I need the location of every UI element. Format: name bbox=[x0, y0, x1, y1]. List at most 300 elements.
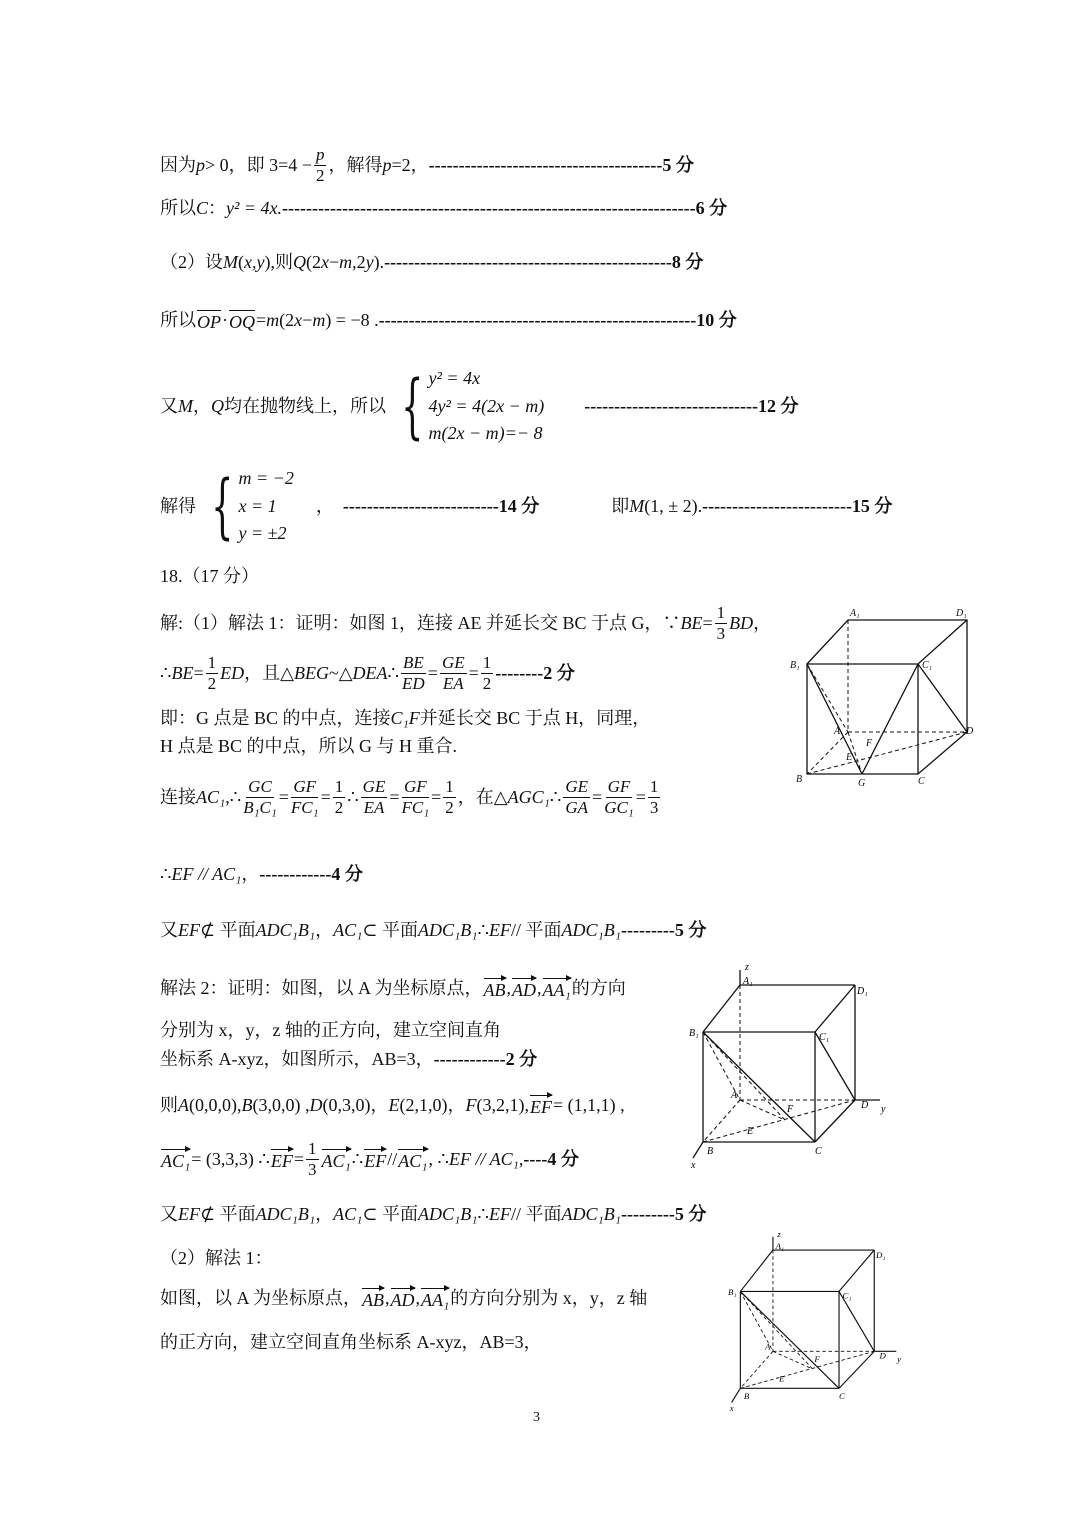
label-C: C bbox=[918, 776, 925, 787]
denominator: FC₁ bbox=[290, 797, 319, 817]
text: , bbox=[537, 978, 542, 998]
text: − bbox=[328, 252, 340, 272]
vector: EF bbox=[530, 1093, 552, 1119]
math-text: x,y bbox=[244, 252, 265, 272]
score-marker: ---------5 分 bbox=[620, 920, 707, 940]
denominator: 2 bbox=[207, 673, 217, 693]
text: 则 bbox=[160, 1095, 178, 1115]
math-text: M bbox=[629, 495, 645, 516]
numerator: GE bbox=[362, 777, 386, 796]
denominator: 3 bbox=[716, 623, 726, 643]
score-marker: ---------------------------------------5 分 bbox=[428, 154, 694, 175]
text: 又 bbox=[160, 395, 178, 416]
text: = bbox=[427, 662, 438, 683]
text: = bbox=[389, 786, 400, 807]
text: ∴ bbox=[347, 786, 359, 807]
score-marker: ------------2 分 bbox=[433, 1049, 538, 1069]
math-text: C bbox=[196, 198, 209, 218]
text: ， bbox=[241, 864, 260, 884]
math-text: ADC₁B₁ bbox=[561, 920, 621, 940]
text: ⊂ 平面 bbox=[362, 1204, 418, 1224]
text: > 0，即 3=4 − bbox=[205, 154, 312, 175]
math-text: EF bbox=[488, 920, 511, 940]
vector: AC₁ bbox=[161, 1147, 190, 1173]
label-A1: A₁ bbox=[743, 976, 753, 987]
math-text: ADC₁B₁ bbox=[255, 1204, 316, 1224]
text: (3,0,0) , bbox=[252, 1095, 310, 1115]
cube-edge bbox=[703, 985, 740, 1032]
text: ， bbox=[315, 920, 334, 940]
text: ,∴ bbox=[225, 786, 242, 807]
text: (0,0,0), bbox=[189, 1095, 242, 1115]
text-line bbox=[160, 308, 737, 334]
score-marker: --------------------------14 分 bbox=[342, 495, 540, 516]
text: ⊄ 平面 bbox=[200, 1204, 256, 1224]
label-y: y bbox=[881, 1104, 886, 1115]
text: ∴ bbox=[387, 662, 399, 683]
hidden-edge bbox=[740, 1100, 785, 1120]
denominator: 2 bbox=[445, 797, 454, 817]
text: // bbox=[387, 1148, 398, 1169]
math-text: ADC₁B₁ bbox=[417, 1204, 478, 1224]
text: 均在抛物线上，所以 bbox=[224, 395, 386, 416]
fraction bbox=[402, 778, 430, 817]
numerator: 1 bbox=[308, 1139, 317, 1158]
text: // 平面 bbox=[510, 1204, 562, 1224]
label-C: C bbox=[815, 1146, 822, 1157]
fraction bbox=[314, 146, 327, 185]
text: = bbox=[278, 786, 289, 807]
text-line bbox=[160, 146, 694, 185]
label-y: y bbox=[897, 1353, 902, 1364]
fraction bbox=[481, 654, 494, 693]
text: 解得 bbox=[160, 495, 196, 516]
hidden-edge bbox=[703, 1032, 785, 1120]
math-text: m bbox=[339, 252, 353, 272]
text: ： bbox=[208, 198, 227, 218]
label-E: E bbox=[747, 1126, 754, 1137]
text-line bbox=[160, 736, 457, 758]
vector: AD bbox=[391, 1286, 415, 1312]
text: = bbox=[635, 786, 646, 807]
text: ),则 bbox=[264, 252, 293, 272]
numerator: 1 bbox=[207, 653, 217, 672]
vector: AB bbox=[362, 1286, 384, 1312]
math-text: p bbox=[382, 154, 392, 175]
equation-system bbox=[200, 465, 294, 548]
text-line bbox=[160, 1248, 273, 1270]
label-C: C bbox=[839, 1390, 845, 1401]
text: ⊂ 平面 bbox=[362, 920, 418, 940]
numerator: 1 bbox=[334, 777, 344, 796]
text: ). bbox=[373, 252, 385, 272]
label-C1: C₁ bbox=[842, 1290, 852, 1301]
denominator: 2 bbox=[482, 673, 492, 693]
text-line bbox=[160, 1049, 537, 1071]
text: ∴ bbox=[351, 1148, 364, 1169]
vector: AB bbox=[484, 976, 506, 1002]
label-B: B bbox=[796, 774, 803, 785]
numerator: GF bbox=[403, 777, 427, 796]
cube-edge bbox=[732, 1388, 741, 1402]
page-number: 3 bbox=[533, 1410, 540, 1425]
math-text: Q bbox=[211, 395, 224, 416]
brace: { bbox=[401, 365, 424, 448]
cube-figure-3 bbox=[722, 1228, 912, 1413]
text: 的正方向，建立空间直角坐标系 A-xyz，AB=3， bbox=[160, 1332, 542, 1352]
text: ∴ bbox=[477, 1204, 489, 1224]
hidden-edge bbox=[773, 1351, 813, 1369]
math-text: x bbox=[320, 252, 329, 272]
label-F: F bbox=[787, 1104, 794, 1115]
fraction bbox=[401, 654, 426, 693]
denominator: FC₁ bbox=[401, 797, 430, 817]
vector: AD bbox=[512, 976, 536, 1002]
text: , bbox=[415, 1288, 421, 1308]
math-text: EF // AC₁ bbox=[171, 864, 242, 884]
text: ， bbox=[753, 612, 772, 633]
text: = bbox=[431, 786, 442, 807]
text: (0,3,0)， bbox=[322, 1095, 389, 1115]
label-F: F bbox=[866, 738, 873, 749]
text: (2,1,0)， bbox=[399, 1095, 466, 1115]
text: (1, ± 2). bbox=[644, 495, 703, 516]
label-B: B bbox=[743, 1390, 750, 1401]
math-text: DEA bbox=[352, 662, 388, 683]
numerator: GE bbox=[441, 653, 465, 672]
numerator: p bbox=[315, 145, 325, 164]
math-text: F bbox=[465, 1095, 477, 1115]
text: = bbox=[293, 1148, 305, 1169]
math-text: EF bbox=[488, 1204, 511, 1224]
system-row: y² = 4x bbox=[428, 368, 481, 388]
vector: AC₁ bbox=[322, 1147, 351, 1173]
score-marker: ---------5 分 bbox=[620, 1204, 707, 1224]
text: 因为 bbox=[160, 154, 196, 175]
label-A1: A₁ bbox=[775, 1241, 785, 1252]
equation-system bbox=[390, 365, 545, 448]
text: ， bbox=[193, 395, 211, 416]
label-A: A bbox=[834, 726, 841, 737]
cube-edge bbox=[703, 1032, 815, 1142]
math-text: M bbox=[223, 252, 238, 272]
text-line bbox=[160, 365, 799, 448]
text: 所以 bbox=[160, 198, 196, 218]
label-D1: D₁ bbox=[956, 608, 967, 619]
text: = bbox=[468, 662, 479, 683]
hidden-edge bbox=[703, 1100, 740, 1142]
math-text: BE bbox=[171, 662, 194, 683]
math-text: AGC₁ bbox=[507, 786, 550, 807]
math-text: AC₁ bbox=[196, 786, 226, 807]
math-text: ADC₁B₁ bbox=[561, 1204, 621, 1224]
system-rows bbox=[239, 468, 294, 545]
text: ∴ bbox=[549, 786, 562, 807]
math-text: ADC₁B₁ bbox=[417, 920, 478, 940]
label-D: D bbox=[879, 1350, 886, 1361]
text: （2）解法 1： bbox=[160, 1248, 273, 1268]
text: 18.（17 分） bbox=[160, 566, 259, 586]
math-text: y² = 4x. bbox=[226, 198, 283, 218]
cube-figure-2 bbox=[685, 960, 895, 1170]
text: 又 bbox=[160, 920, 178, 940]
math-text: BE bbox=[680, 612, 703, 633]
label-F: F bbox=[814, 1353, 820, 1364]
label-z: z bbox=[777, 1228, 781, 1239]
vector: EF bbox=[364, 1147, 386, 1173]
system-row: m = −2 bbox=[238, 468, 294, 488]
cube-edge bbox=[740, 1250, 773, 1291]
system-row: m(2x − m)=− 8 bbox=[428, 423, 543, 444]
label-A1: A₁ bbox=[850, 608, 860, 619]
text: ) = −8 . bbox=[325, 310, 379, 330]
cube-edge bbox=[839, 1351, 874, 1388]
system-row: x = 1 bbox=[238, 495, 277, 516]
text: − bbox=[302, 310, 313, 330]
text: ，在△ bbox=[457, 786, 508, 807]
text-line bbox=[160, 1093, 625, 1119]
numerator: BE bbox=[403, 653, 424, 672]
label-D1: D₁ bbox=[876, 1249, 886, 1260]
text: = bbox=[702, 612, 713, 633]
text-line bbox=[160, 1286, 647, 1312]
text: ∴ bbox=[160, 662, 172, 683]
text: , ∴ bbox=[428, 1148, 449, 1169]
cube-edge bbox=[693, 1142, 703, 1158]
fraction bbox=[648, 778, 661, 817]
system-row: 4y² = 4(2x − m) bbox=[428, 395, 545, 416]
label-E: E bbox=[846, 752, 853, 763]
fraction bbox=[291, 778, 319, 817]
text: ， bbox=[297, 495, 343, 516]
text: (2 bbox=[279, 310, 295, 330]
score-marker: ---------------------------------------------------------------------6 分 bbox=[282, 198, 728, 218]
denominator: 3 bbox=[649, 797, 659, 817]
cube-figure-1 bbox=[780, 600, 980, 795]
text: 解:（1）解法 1：证明：如图 1，连接 AE 并延长交 BC 于点 G，∵ bbox=[160, 612, 681, 633]
denominator: ED bbox=[402, 673, 425, 693]
text: , bbox=[506, 978, 512, 998]
text: ,2 bbox=[352, 252, 366, 272]
math-text: x bbox=[294, 310, 303, 330]
math-text: y bbox=[365, 252, 374, 272]
fraction bbox=[243, 778, 277, 817]
text: (3,2,1), bbox=[476, 1095, 529, 1115]
text: · bbox=[222, 310, 228, 330]
math-text: ADC₁B₁ bbox=[255, 920, 316, 940]
label-x: x bbox=[691, 1160, 696, 1170]
denominator: 3 bbox=[308, 1159, 317, 1179]
text-line bbox=[160, 1140, 579, 1179]
denominator: B₁C₁ bbox=[243, 797, 277, 817]
cube-edge bbox=[815, 1100, 855, 1142]
score-marker: ----4 分 bbox=[523, 1148, 579, 1169]
text: (2 bbox=[305, 252, 321, 272]
brace: { bbox=[211, 465, 234, 548]
numerator: GC bbox=[248, 777, 272, 796]
text-line bbox=[160, 252, 703, 274]
text: = (1,1,1) , bbox=[553, 1095, 625, 1115]
math-text: BEG bbox=[293, 662, 329, 683]
text: = bbox=[320, 786, 331, 807]
label-z: z bbox=[745, 962, 749, 973]
text: ∴ bbox=[160, 864, 172, 884]
denominator: GA bbox=[565, 797, 589, 817]
text: 即 bbox=[539, 495, 630, 516]
fraction bbox=[306, 1140, 319, 1179]
label-x: x bbox=[729, 1403, 734, 1413]
numerator: GF bbox=[293, 777, 317, 796]
label-D1: D₁ bbox=[857, 986, 868, 997]
math-text: C₁F bbox=[390, 708, 420, 728]
label-D: D bbox=[966, 726, 974, 737]
score-marker: -----------------------------------------------------10 分 bbox=[378, 310, 737, 330]
text: 连接 bbox=[160, 786, 196, 807]
denominator: EA bbox=[442, 673, 464, 693]
label-B1: B₁ bbox=[790, 660, 800, 671]
math-text: AC₁ bbox=[333, 1204, 363, 1224]
vector: AC₁ bbox=[398, 1147, 427, 1173]
vector: OQ bbox=[229, 308, 255, 334]
text: ∴ bbox=[477, 920, 489, 940]
vector: AA₁ bbox=[543, 976, 571, 1002]
denominator: GC₁ bbox=[604, 797, 634, 817]
numerator: 1 bbox=[716, 603, 726, 622]
vector: AA₁ bbox=[421, 1286, 449, 1312]
text: ， bbox=[315, 1204, 334, 1224]
text: 所以 bbox=[160, 310, 196, 330]
system-row: y = ±2 bbox=[238, 523, 287, 544]
math-text: EF // AC₁ bbox=[448, 1148, 519, 1169]
math-text: AC₁ bbox=[333, 920, 363, 940]
text-line bbox=[160, 778, 662, 817]
text: 即：G 点是 BC 的中点，连接 bbox=[160, 708, 391, 728]
math-text: p bbox=[196, 154, 205, 175]
vector: EF bbox=[271, 1147, 293, 1173]
math-text: A bbox=[178, 1095, 189, 1115]
label-G: G bbox=[858, 778, 866, 789]
text: =2， bbox=[391, 154, 429, 175]
vector: OP bbox=[197, 308, 221, 334]
numerator: GF bbox=[607, 777, 631, 796]
score-marker: ------------------------------------------------8 分 bbox=[384, 252, 704, 272]
math-text: EF bbox=[178, 1204, 200, 1224]
fraction bbox=[443, 778, 456, 817]
text-line bbox=[160, 708, 650, 730]
text: 如图，以 A 为坐标原点， bbox=[160, 1288, 362, 1308]
text-line bbox=[160, 604, 771, 643]
denominator: 2 bbox=[315, 165, 325, 185]
text-line bbox=[160, 198, 727, 220]
cube-edge bbox=[740, 1291, 839, 1388]
text-line bbox=[160, 976, 626, 1002]
fraction bbox=[333, 778, 346, 817]
text-line bbox=[160, 1204, 706, 1226]
hidden-edge bbox=[740, 1291, 812, 1369]
text-line bbox=[160, 566, 259, 588]
hidden-edge bbox=[740, 1351, 773, 1388]
label-B1: B₁ bbox=[728, 1286, 737, 1297]
label-A: A bbox=[731, 1090, 738, 1101]
math-text: M bbox=[178, 395, 193, 416]
denominator: 2 bbox=[334, 797, 344, 817]
fraction bbox=[361, 778, 388, 817]
label-A: A bbox=[765, 1341, 771, 1352]
cube-edge bbox=[815, 985, 855, 1032]
math-text: EF bbox=[178, 920, 200, 940]
math-text: m bbox=[312, 310, 326, 330]
text: 的方向分别为 x，y，z 轴 bbox=[450, 1288, 648, 1308]
fraction bbox=[604, 778, 634, 817]
math-text: m bbox=[266, 310, 280, 330]
text: , bbox=[385, 1288, 390, 1308]
numerator: 1 bbox=[649, 777, 659, 796]
text: 解法 2：证明：如图，以 A 为坐标原点， bbox=[160, 978, 483, 998]
label-C1: C₁ bbox=[922, 660, 933, 671]
text: = bbox=[256, 310, 267, 330]
label-C1: C₁ bbox=[819, 1032, 830, 1043]
label-B: B bbox=[707, 1146, 714, 1157]
text bbox=[548, 396, 584, 418]
label-B1: B₁ bbox=[689, 1028, 699, 1039]
numerator: GE bbox=[565, 777, 589, 796]
text: // 平面 bbox=[510, 920, 562, 940]
math-text: D bbox=[309, 1095, 323, 1115]
text: 又 bbox=[160, 1204, 178, 1224]
fraction bbox=[563, 778, 590, 817]
score-marker: --------2 分 bbox=[495, 662, 575, 683]
text: ，解得 bbox=[328, 154, 383, 175]
denominator: EA bbox=[363, 797, 385, 817]
text: = bbox=[592, 786, 603, 807]
text: ( bbox=[238, 252, 244, 272]
text-line bbox=[160, 1020, 501, 1042]
text: ~△ bbox=[328, 662, 353, 683]
fraction bbox=[206, 654, 219, 693]
math-text: E bbox=[388, 1095, 400, 1115]
math-text: B bbox=[241, 1095, 253, 1115]
fraction bbox=[715, 604, 728, 643]
text: = bbox=[193, 662, 204, 683]
text-line bbox=[160, 864, 363, 886]
numerator: 1 bbox=[445, 777, 454, 796]
numerator: 1 bbox=[482, 653, 492, 672]
text: 坐标系 A-xyz，如图所示，AB=3， bbox=[160, 1049, 434, 1069]
label-D: D bbox=[861, 1100, 869, 1111]
text: , bbox=[518, 1148, 524, 1169]
system-rows bbox=[429, 368, 545, 445]
text-line bbox=[160, 1332, 542, 1354]
text: 并延长交 BC 于点 H，同理， bbox=[419, 708, 651, 728]
score-marker: ------------4 分 bbox=[259, 864, 363, 884]
text-line bbox=[160, 465, 893, 548]
cube-edge bbox=[839, 1250, 874, 1291]
score-marker: -----------------------------12 分 bbox=[584, 395, 799, 416]
text: 分别为 x，y，z 轴的正方向，建立空间直角 bbox=[160, 1020, 501, 1040]
math-text: BD bbox=[729, 612, 754, 633]
text-line bbox=[160, 654, 575, 693]
fraction bbox=[440, 654, 467, 693]
text: ，且△ bbox=[244, 662, 294, 683]
text: H 点是 BC 的中点，所以 G 与 H 重合. bbox=[160, 736, 458, 756]
text: = (3,3,3) ∴ bbox=[191, 1148, 270, 1169]
text: （2）设 bbox=[160, 252, 223, 272]
text: 的方向 bbox=[571, 978, 626, 998]
math-text: ED bbox=[220, 662, 245, 683]
text-line bbox=[160, 920, 706, 942]
text: ⊄ 平面 bbox=[200, 920, 256, 940]
math-text: Q bbox=[292, 252, 306, 272]
